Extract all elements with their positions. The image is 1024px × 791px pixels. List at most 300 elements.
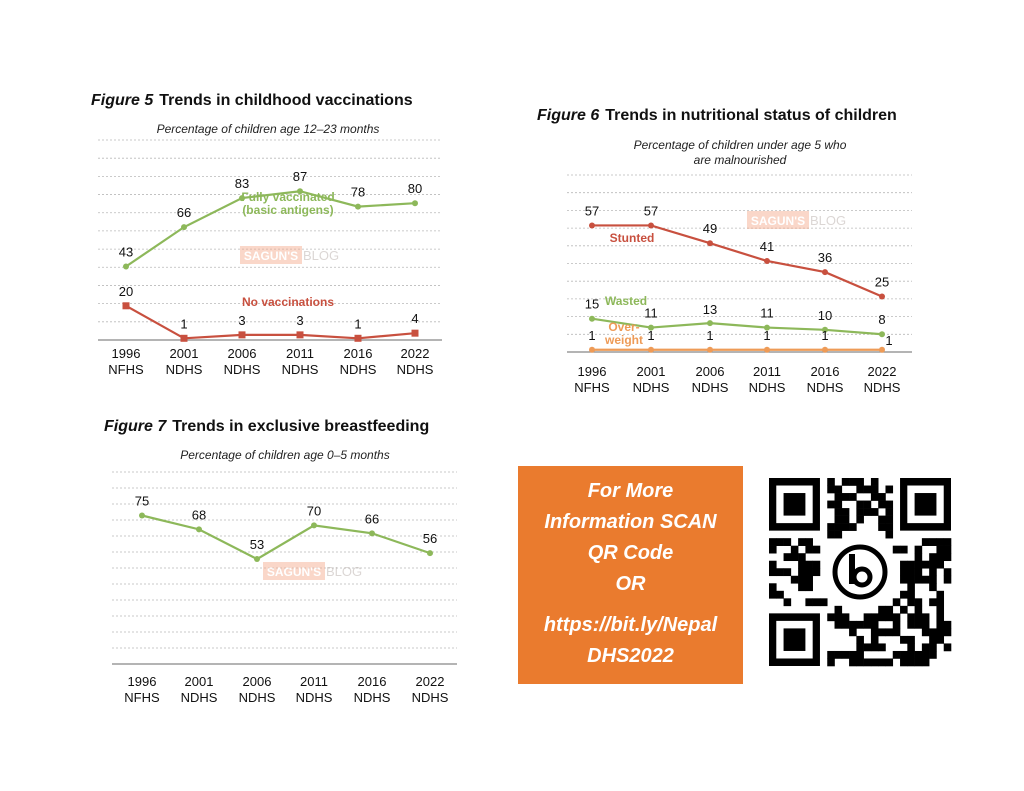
qr-module <box>813 561 821 569</box>
qr-finder-core <box>784 493 806 516</box>
x-tick-year: 2022 <box>400 346 430 361</box>
x-tick-survey: NDHS <box>281 362 319 377</box>
qr-module <box>885 523 893 531</box>
x-tick-year: 2022 <box>415 674 445 689</box>
qr-module <box>900 576 908 584</box>
qr-module <box>878 523 886 531</box>
watermark <box>747 211 846 229</box>
qr-module <box>944 553 952 561</box>
qr-module <box>885 486 893 494</box>
qr-module <box>929 598 937 606</box>
qr-module <box>871 621 879 629</box>
qr-module <box>769 583 777 591</box>
qr-module <box>922 658 930 666</box>
qr-module <box>842 651 850 659</box>
qr-module <box>885 508 893 516</box>
x-tick-survey: NDHS <box>339 362 377 377</box>
data-point <box>297 331 304 338</box>
qr-module <box>856 501 864 509</box>
qr-module <box>929 553 937 561</box>
data-point <box>239 331 246 338</box>
qr-module <box>835 501 843 509</box>
watermark-text-left: SAGUN'S <box>750 214 806 228</box>
qr-module <box>929 628 937 636</box>
data-point <box>181 335 188 342</box>
qr-module <box>885 613 893 621</box>
data-point <box>764 347 770 353</box>
x-tick-year: 2001 <box>169 346 199 361</box>
data-point <box>427 550 433 556</box>
x-tick-year: 2001 <box>636 364 666 379</box>
qr-module <box>776 568 784 576</box>
x-tick-year: 2016 <box>810 364 840 379</box>
qr-module <box>878 643 886 651</box>
data-point <box>879 347 885 353</box>
data-point <box>707 240 713 246</box>
data-label: 4 <box>411 311 419 327</box>
qr-module <box>769 561 777 569</box>
data-point <box>311 522 317 528</box>
qr-module <box>878 658 886 666</box>
figure-5-subtitle: Percentage of children age 12–23 months <box>156 122 380 136</box>
data-label: 1 <box>588 327 596 343</box>
qr-module <box>885 606 893 614</box>
data-label: 53 <box>249 537 265 553</box>
data-label: 11 <box>760 305 774 321</box>
qr-module <box>944 538 952 546</box>
qr-module <box>842 523 850 531</box>
qr-module <box>856 636 864 644</box>
qr-module <box>835 523 843 531</box>
qr-module <box>936 621 944 629</box>
qr-module <box>842 613 850 621</box>
qr-module <box>864 621 872 629</box>
qr-module <box>871 658 879 666</box>
data-label: 8 <box>878 312 886 328</box>
data-label: 56 <box>422 531 438 547</box>
qr-module <box>944 628 952 636</box>
qr-module <box>893 546 901 554</box>
data-point <box>589 316 595 322</box>
data-point <box>355 335 362 342</box>
qr-module <box>907 621 915 629</box>
x-tick-survey: NDHS <box>180 690 218 705</box>
qr-module <box>907 651 915 659</box>
qr-module <box>936 561 944 569</box>
data-point <box>139 513 145 519</box>
watermark-text-right: BLOG <box>809 213 847 228</box>
data-label: 36 <box>817 250 833 266</box>
promo-line-3: QR Code <box>587 542 674 564</box>
qr-module <box>820 598 828 606</box>
qr-module <box>885 501 893 509</box>
data-label: 3 <box>238 312 246 328</box>
qr-module <box>813 598 821 606</box>
qr-module <box>856 643 864 651</box>
qr-module <box>798 576 806 584</box>
qr-module <box>929 568 937 576</box>
qr-logo-icon <box>830 542 890 602</box>
data-point <box>196 526 202 532</box>
qr-module <box>915 553 923 561</box>
promo-link-line-1[interactable]: https://bit.ly/Nepal <box>543 614 718 636</box>
watermark-text-right: BLOG <box>302 248 340 263</box>
qr-module <box>929 583 937 591</box>
data-point <box>254 556 260 562</box>
qr-module <box>907 613 915 621</box>
qr-module <box>915 598 923 606</box>
qr-module <box>798 561 806 569</box>
qr-module <box>893 598 901 606</box>
qr-module <box>842 621 850 629</box>
data-label: 1 <box>763 327 771 343</box>
x-tick-survey: NDHS <box>806 380 844 395</box>
qr-module <box>900 568 908 576</box>
qr-module <box>907 636 915 644</box>
chart-2 <box>567 175 912 395</box>
qr-module <box>835 486 843 494</box>
x-tick-year: 2006 <box>227 346 257 361</box>
qr-module <box>849 658 857 666</box>
data-point <box>589 222 595 228</box>
watermark-text-right: BLOG <box>325 564 363 579</box>
promo-box <box>518 466 743 684</box>
series-label: weight <box>605 333 643 347</box>
qr-module <box>835 493 843 501</box>
x-tick-survey: NDHS <box>632 380 670 395</box>
qr-module <box>871 486 879 494</box>
watermark-text-left: SAGUN'S <box>266 565 322 579</box>
qr-module <box>827 531 835 539</box>
qr-module <box>878 501 886 509</box>
qr-module <box>805 568 813 576</box>
qr-module <box>798 553 806 561</box>
data-label: 43 <box>118 244 134 260</box>
qr-module <box>798 583 806 591</box>
x-tick-survey: NFHS <box>574 380 610 395</box>
qr-module <box>936 538 944 546</box>
qr-module <box>885 516 893 524</box>
qr-module <box>856 516 864 524</box>
qr-module <box>827 486 835 494</box>
qr-module <box>805 546 813 554</box>
qr-module <box>936 591 944 599</box>
qr-module <box>784 553 792 561</box>
figure-6-subtitle-line-1: Percentage of children under age 5 who <box>633 138 847 152</box>
qr-module <box>835 621 843 629</box>
data-point <box>369 530 375 536</box>
x-tick-survey: NDHS <box>748 380 786 395</box>
qr-finder-core <box>915 493 937 516</box>
figure-5-title-text: Trends in childhood vaccinations <box>159 92 413 109</box>
qr-module <box>776 591 784 599</box>
data-label: 57 <box>584 203 600 219</box>
x-tick-year: 2022 <box>867 364 897 379</box>
qr-module <box>871 493 879 501</box>
qr-module <box>871 613 879 621</box>
qr-module <box>827 523 835 531</box>
qr-module <box>864 643 872 651</box>
qr-module <box>878 493 886 501</box>
qr-module <box>929 576 937 584</box>
qr-module <box>944 643 952 651</box>
qr-module <box>849 523 857 531</box>
qr-module <box>784 538 792 546</box>
qr-module <box>805 561 813 569</box>
figure-5-number: Figure 5 <box>91 92 154 109</box>
qr-module <box>849 493 857 501</box>
x-tick-year: 1996 <box>577 364 607 379</box>
x-tick-year: 2016 <box>343 346 373 361</box>
qr-module <box>871 636 879 644</box>
qr-module <box>827 501 835 509</box>
qr-module <box>871 628 879 636</box>
qr-module <box>907 598 915 606</box>
x-tick-survey: NDHS <box>353 690 391 705</box>
qr-module <box>856 508 864 516</box>
qr-module <box>856 621 864 629</box>
qr-module <box>944 546 952 554</box>
data-label: 83 <box>234 176 250 192</box>
qr-module <box>856 651 864 659</box>
data-point <box>879 294 885 300</box>
qr-finder-core <box>784 628 806 651</box>
qr-module <box>813 546 821 554</box>
data-point <box>412 330 419 337</box>
qr-module <box>915 621 923 629</box>
qr-module <box>929 636 937 644</box>
qr-module <box>900 636 908 644</box>
x-tick-year: 2001 <box>184 674 214 689</box>
series-label: Wasted <box>604 294 648 308</box>
x-tick-year: 2006 <box>695 364 725 379</box>
data-label: 11 <box>644 305 658 321</box>
figure-6-subtitle-line-2: are malnourished <box>693 153 787 167</box>
qr-module <box>864 486 872 494</box>
qr-module <box>907 583 915 591</box>
data-label: 66 <box>176 205 192 221</box>
data-label: 1 <box>885 332 893 348</box>
data-point <box>589 347 595 353</box>
qr-module <box>907 568 915 576</box>
qr-module <box>944 576 952 584</box>
watermark <box>263 562 362 580</box>
qr-module <box>791 576 799 584</box>
qr-module <box>885 658 893 666</box>
promo-link-line-2[interactable]: DHS2022 <box>587 645 674 667</box>
qr-module <box>922 561 930 569</box>
qr-module <box>878 613 886 621</box>
series-label: Over- <box>608 320 640 334</box>
qr-module <box>856 658 864 666</box>
data-label: 1 <box>647 327 655 343</box>
qr-module <box>900 658 908 666</box>
x-tick-year: 2011 <box>286 346 314 361</box>
qr-module <box>936 598 944 606</box>
data-label: 78 <box>350 184 366 200</box>
data-label: 1 <box>354 316 362 332</box>
qr-module <box>805 598 813 606</box>
data-label: 25 <box>874 274 890 290</box>
series-label: No vaccinations <box>241 295 335 309</box>
data-label: 87 <box>292 169 308 185</box>
figure-7-subtitle: Percentage of children age 0–5 months <box>180 448 390 462</box>
data-point <box>707 347 713 353</box>
x-tick-year: 1996 <box>127 674 157 689</box>
qr-module <box>936 636 944 644</box>
qr-module <box>842 508 850 516</box>
qr-module <box>842 478 850 486</box>
x-tick-survey: NDHS <box>238 690 276 705</box>
data-label: 1 <box>180 316 188 332</box>
qr-module <box>798 538 806 546</box>
data-label: 1 <box>706 327 714 343</box>
qr-code[interactable] <box>769 478 951 666</box>
x-tick-year: 2006 <box>242 674 272 689</box>
x-tick-survey: NDHS <box>165 362 203 377</box>
qr-module <box>922 643 930 651</box>
qr-module <box>827 658 835 666</box>
data-point <box>822 269 828 275</box>
data-label: 3 <box>296 312 304 328</box>
qr-module <box>900 591 908 599</box>
qr-module <box>885 531 893 539</box>
qr-module <box>900 546 908 554</box>
qr-module <box>929 538 937 546</box>
qr-module <box>835 508 843 516</box>
x-tick-year: 2016 <box>357 674 387 689</box>
qr-module <box>915 606 923 614</box>
promo-line-2: Information SCAN <box>544 511 717 533</box>
qr-module <box>907 658 915 666</box>
watermark <box>240 246 339 264</box>
figure-7-number: Figure 7 <box>104 418 167 435</box>
qr-module <box>907 643 915 651</box>
qr-module <box>900 606 908 614</box>
qr-module <box>936 546 944 554</box>
qr-module <box>936 553 944 561</box>
qr-module <box>769 591 777 599</box>
data-label: 49 <box>702 221 718 237</box>
qr-module <box>805 576 813 584</box>
qr-module <box>878 628 886 636</box>
qr-module <box>798 568 806 576</box>
data-point <box>648 222 654 228</box>
qr-module <box>827 651 835 659</box>
data-label: 66 <box>364 511 380 527</box>
data-label: 13 <box>702 302 718 318</box>
qr-module <box>864 501 872 509</box>
data-point <box>412 200 418 206</box>
qr-module <box>805 583 813 591</box>
data-label: 1 <box>821 327 829 343</box>
qr-module <box>936 606 944 614</box>
qr-module <box>827 478 835 486</box>
x-tick-survey: NDHS <box>691 380 729 395</box>
data-label: 57 <box>643 203 659 219</box>
qr-module <box>791 546 799 554</box>
qr-module <box>893 621 901 629</box>
x-tick-survey: NDHS <box>295 690 333 705</box>
qr-module <box>900 651 908 659</box>
data-point <box>764 258 770 264</box>
qr-module <box>878 516 886 524</box>
data-label: 80 <box>407 181 423 197</box>
qr-module <box>915 613 923 621</box>
data-label: 10 <box>817 307 833 323</box>
qr-module <box>922 538 930 546</box>
qr-module <box>915 651 923 659</box>
qr-module <box>944 621 952 629</box>
qr-module <box>922 651 930 659</box>
qr-module <box>936 613 944 621</box>
qr-module <box>784 568 792 576</box>
qr-module <box>835 516 843 524</box>
qr-module <box>915 576 923 584</box>
qr-module <box>849 628 857 636</box>
qr-module <box>827 613 835 621</box>
qr-module <box>784 598 792 606</box>
qr-module <box>871 643 879 651</box>
qr-module <box>776 538 784 546</box>
qr-module <box>922 613 930 621</box>
qr-module <box>907 591 915 599</box>
x-tick-survey: NDHS <box>396 362 434 377</box>
qr-module <box>864 658 872 666</box>
x-tick-survey: NDHS <box>411 690 449 705</box>
qr-module <box>791 553 799 561</box>
x-tick-year: 2011 <box>300 674 328 689</box>
qr-module <box>813 568 821 576</box>
figure-6-title-text: Trends in nutritional status of children <box>605 107 897 124</box>
qr-module <box>929 561 937 569</box>
x-tick-survey: NFHS <box>108 362 144 377</box>
qr-module <box>885 628 893 636</box>
series-line <box>142 516 430 560</box>
qr-module <box>835 651 843 659</box>
qr-module <box>835 606 843 614</box>
qr-module <box>835 531 843 539</box>
qr-module <box>835 613 843 621</box>
promo-line-1: For More <box>587 480 674 502</box>
qr-module <box>929 643 937 651</box>
qr-module <box>944 568 952 576</box>
qr-module <box>893 651 901 659</box>
figure-7-title-text: Trends in exclusive breastfeeding <box>172 418 430 435</box>
x-tick-survey: NDHS <box>223 362 261 377</box>
data-label: 70 <box>306 503 322 519</box>
qr-module <box>907 576 915 584</box>
data-point <box>123 302 130 309</box>
x-tick-survey: NDHS <box>863 380 901 395</box>
data-point <box>648 347 654 353</box>
qr-module <box>769 538 777 546</box>
qr-module <box>864 613 872 621</box>
qr-module <box>936 628 944 636</box>
qr-module <box>900 561 908 569</box>
qr-module <box>915 568 923 576</box>
data-point <box>879 331 885 337</box>
x-tick-year: 1996 <box>111 346 141 361</box>
series-label: Stunted <box>609 231 655 245</box>
qr-module <box>929 651 937 659</box>
data-label: 20 <box>118 283 134 299</box>
qr-module <box>805 538 813 546</box>
qr-logo-bg <box>830 542 890 602</box>
promo-line-4: OR <box>615 573 646 595</box>
x-tick-year: 2011 <box>753 364 781 379</box>
qr-module <box>915 658 923 666</box>
